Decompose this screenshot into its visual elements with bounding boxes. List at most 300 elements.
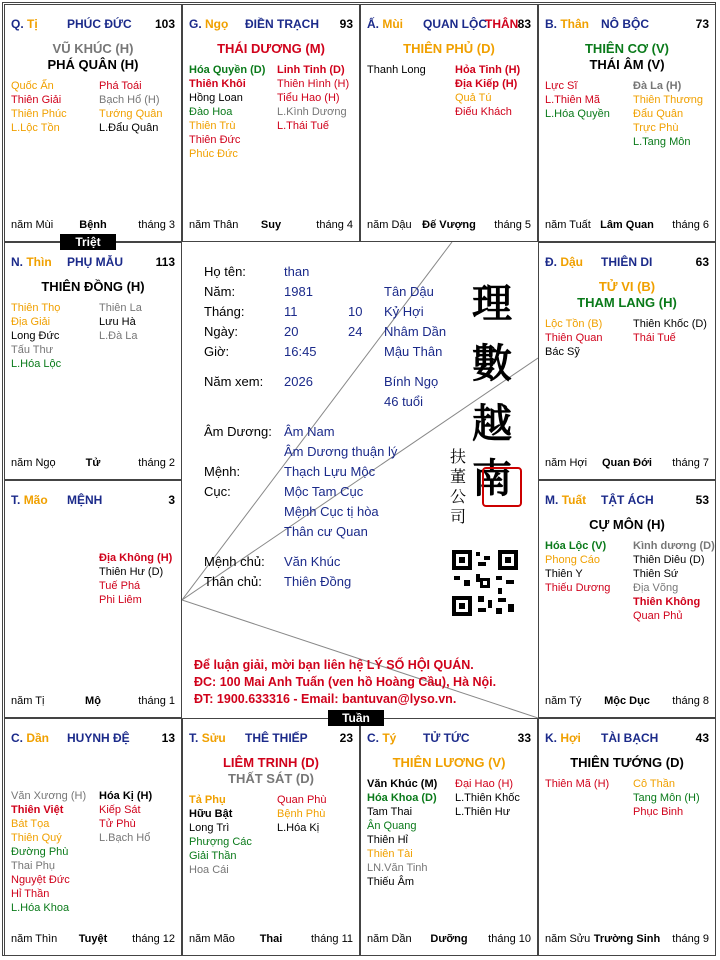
menh-chu-label: Mệnh chủ: — [204, 554, 265, 569]
minor-star: Giải Thần — [189, 850, 237, 862]
footer-year: năm Tý — [545, 695, 582, 707]
minor-star: Thiên Thương — [633, 94, 704, 106]
palace-chi: Thân — [560, 17, 590, 31]
palace-header — [11, 731, 175, 745]
footer-stage: Tuyệt — [78, 933, 108, 945]
palace-ngo[interactable] — [182, 4, 360, 242]
minor-star: Thiên Tài — [367, 848, 413, 860]
minor-star: Hoa Cái — [189, 864, 229, 876]
minor-star: Thiên La — [99, 302, 142, 314]
minor-stars-left — [189, 793, 252, 877]
palace-header — [545, 255, 709, 269]
minor-star: Thai Phụ — [11, 860, 56, 872]
triet-tag: Triệt — [60, 234, 116, 250]
palace-name: QUAN LỘC — [423, 17, 487, 31]
minor-star: Thiên Sứ — [633, 568, 679, 580]
major-star: PHÁ QUÂN (H) — [47, 57, 139, 72]
tuoi: 46 tuổi — [384, 394, 424, 409]
minor-star: Quan Phủ — [633, 610, 683, 622]
nam-xem-label: Năm xem: — [204, 374, 264, 389]
footer-year: năm Dậu — [367, 219, 412, 231]
palace-header — [11, 255, 175, 269]
palace-chi: Hợi — [560, 731, 581, 745]
contact-line-1: Để luận giải, mời bạn liên hệ LÝ SỐ HỘI QUÁN. — [194, 658, 474, 672]
major-star: VŨ KHÚC (H) — [52, 41, 134, 56]
thang-can: Kỷ Hợi — [384, 304, 424, 319]
minor-star: L.Hóa Khoa — [11, 902, 70, 914]
minor-star: Tam Thai — [367, 806, 413, 818]
thang-am: 10 — [348, 304, 363, 319]
ngay-can: Nhâm Dần — [384, 324, 447, 339]
minor-star: L.Tang Môn — [633, 136, 691, 148]
palace-age-number: 93 — [339, 17, 353, 31]
calligraphy-char-3: 越 — [472, 400, 512, 447]
minor-star: Phá Toái — [99, 80, 142, 92]
minor-star: Tuế Phá — [99, 580, 141, 592]
minor-stars-right — [99, 301, 142, 343]
minor-star: Bạch Hổ (H) — [99, 94, 160, 106]
minor-stars-left — [545, 777, 609, 791]
footer-stage: Thai — [259, 933, 283, 945]
cuc-label: Cục: — [204, 484, 231, 499]
calligraphy-small-3: 公 — [450, 487, 467, 506]
footer-month: tháng 3 — [138, 219, 175, 231]
minor-star: Thiên Đức — [189, 134, 241, 146]
palace-chi: Dậu — [560, 255, 584, 269]
palace-footer — [545, 219, 709, 233]
major-star: LIÊM TRINH (D) — [222, 755, 320, 770]
minor-star: L.Hóa Lộc — [11, 358, 62, 370]
menh: Thạch Lựu Mộc — [284, 464, 376, 479]
footer-year: năm Sửu — [545, 933, 591, 945]
minor-star: Bát Tọa — [11, 818, 50, 830]
minor-star: Thiên Khốc (D) — [633, 318, 707, 330]
minor-star: Địa Võng — [633, 582, 679, 594]
minor-star: Đường Phù — [11, 846, 69, 858]
than-cu: Thân cư Quan — [284, 524, 368, 539]
palace-header — [367, 731, 531, 745]
minor-star: Nguyệt Đức — [11, 874, 70, 886]
major-star: THIÊN CƠ (V) — [584, 41, 670, 56]
minor-star: Địa Giải — [11, 316, 51, 328]
footer-month: tháng 2 — [138, 457, 175, 469]
footer-month: tháng 12 — [132, 933, 175, 945]
minor-star: Hóa Quyền (D) — [189, 64, 266, 76]
cuc: Mộc Tam Cục — [284, 484, 364, 499]
palace-can: M. — [545, 493, 559, 507]
minor-star: Đại Hao (H) — [455, 778, 514, 790]
footer-year: năm Thân — [189, 219, 239, 231]
minor-star: Tang Môn (H) — [633, 792, 700, 804]
minor-stars-right — [455, 777, 520, 819]
palace-header — [189, 17, 353, 31]
minor-star: Long Đức — [11, 330, 60, 342]
seal-stamp — [482, 467, 522, 507]
major-star: THIÊN ĐỒNG (H) — [41, 279, 145, 294]
palace-tuat[interactable] — [538, 480, 716, 718]
minor-star: L.Thiên Mã — [545, 94, 601, 106]
minor-star: Thiếu Dương — [545, 582, 611, 594]
palace-name: PHỤ MẪU — [67, 255, 123, 269]
minor-star: Tiểu Hao (H) — [277, 92, 340, 104]
footer-year: năm Mùi — [11, 219, 54, 231]
tuan-tag: Tuần — [328, 710, 384, 726]
minor-stars-left — [367, 777, 437, 889]
minor-star: L.Hóa Kị — [277, 822, 320, 834]
minor-star: Long Trì — [189, 822, 230, 834]
major-star: THÁI ÂM (V) — [589, 57, 665, 72]
calligraphy-char-2: 數 — [472, 340, 512, 387]
footer-stage: Mộ — [85, 695, 101, 707]
minor-stars-right — [277, 793, 327, 835]
minor-star: L.Lộc Tồn — [11, 122, 60, 134]
minor-star: L.Kình Dương — [277, 106, 347, 118]
minor-star: Thiên Thọ — [11, 302, 61, 314]
palace-than[interactable] — [538, 4, 716, 242]
palace-can: Đ. — [545, 255, 557, 269]
palace-footer — [11, 933, 175, 947]
minor-stars-left — [11, 79, 67, 135]
palace-footer — [545, 933, 709, 947]
minor-star: Thiên Y — [545, 568, 583, 580]
palace-footer — [545, 695, 709, 709]
minor-star: Hồng Loan — [189, 92, 243, 104]
palace-can: Q. — [11, 17, 24, 31]
than-marker: THÂN — [485, 17, 519, 31]
thang-label: Tháng: — [204, 304, 245, 319]
palace-header — [545, 17, 709, 31]
minor-star: Thiên Việt — [11, 804, 64, 816]
minor-star: Cô Thần — [633, 778, 675, 790]
minor-stars-left — [11, 301, 61, 371]
palace-header — [189, 731, 353, 745]
palace-age-number: 33 — [517, 731, 531, 745]
minor-stars-left — [545, 79, 610, 121]
minor-stars-right — [99, 789, 152, 845]
major-star: THẤT SÁT (D) — [228, 771, 314, 786]
palace-mao[interactable] — [4, 480, 182, 718]
palace-age-number: 73 — [695, 17, 709, 31]
minor-star: Quốc Ấn — [11, 80, 54, 92]
menh-chu: Văn Khúc — [284, 554, 341, 569]
minor-star: Linh Tinh (D) — [277, 64, 345, 76]
palace-name: THÊ THIẾP — [245, 731, 308, 745]
palace-age-number: 113 — [155, 255, 175, 269]
minor-stars-right — [99, 79, 163, 135]
minor-star: Quan Phù — [277, 794, 327, 806]
palace-chi: Tuất — [561, 493, 587, 507]
minor-stars-right — [633, 317, 707, 345]
minor-star: Thiên Trù — [189, 120, 236, 132]
minor-star: Thiên Quan — [545, 332, 603, 344]
minor-star: Thiên Không — [633, 596, 701, 608]
palace-chi: Dần — [26, 731, 50, 745]
palace-header — [11, 17, 175, 31]
minor-star: L.Thiên Hư — [455, 806, 511, 818]
palace-hoi[interactable] — [538, 718, 716, 956]
palace-footer — [367, 219, 531, 233]
minor-stars-right — [99, 551, 172, 607]
major-star: THAM LANG (H) — [577, 295, 677, 310]
minor-star: Hỏa Tinh (H) — [455, 64, 521, 76]
footer-stage: Suy — [260, 219, 282, 231]
footer-year: năm Hợi — [545, 457, 588, 469]
palace-ty[interactable] — [360, 718, 538, 956]
palace-name: PHÚC ĐỨC — [67, 17, 132, 31]
minor-star: Thiên Diêu (D) — [633, 554, 705, 566]
palace-header — [545, 731, 709, 745]
palace-footer — [189, 219, 353, 233]
palace-age-number: 83 — [517, 17, 531, 31]
footer-month: tháng 1 — [138, 695, 175, 707]
minor-stars-left — [545, 317, 602, 359]
minor-star: Lộc Tồn (B) — [545, 318, 603, 330]
minor-star: LN.Văn Tinh — [367, 862, 428, 874]
major-star: CỰ MÔN (H) — [589, 517, 665, 532]
footer-month: tháng 10 — [488, 933, 531, 945]
palace-age-number: 3 — [168, 493, 175, 507]
palace-can: C. — [11, 731, 23, 745]
minor-star: Địa Không (H) — [99, 552, 173, 564]
minor-star: Bệnh Phù — [277, 808, 326, 820]
minor-star: Bác Sỹ — [545, 346, 580, 358]
palace-name: THIÊN DI — [601, 255, 653, 269]
am-duong: Âm Nam — [284, 424, 335, 439]
minor-stars-left — [11, 789, 86, 915]
minor-star: Lưu Hà — [99, 316, 136, 328]
am-duong-ly: Âm Dương thuận lý — [284, 444, 398, 459]
minor-stars-left — [545, 539, 610, 595]
thang: 11 — [284, 304, 298, 319]
minor-stars-left — [189, 63, 265, 161]
major-star: THIÊN LƯƠNG (V) — [392, 755, 506, 770]
minor-star: Trực Phù — [633, 122, 679, 134]
ngay-am: 24 — [348, 324, 363, 339]
major-star: TỬ VI (B) — [598, 279, 656, 294]
nam-can: Tân Dậu — [384, 284, 434, 299]
minor-star: L.Đà La — [99, 330, 138, 342]
footer-year: năm Ngọ — [11, 457, 56, 469]
palace-name: ĐIỀN TRẠCH — [245, 17, 319, 31]
minor-stars-right — [455, 63, 520, 119]
minor-star: Địa Kiếp (H) — [455, 78, 518, 90]
footer-stage: Tử — [85, 457, 101, 469]
minor-star: L.Thái Tuế — [277, 120, 329, 132]
palace-footer — [545, 457, 709, 471]
major-star: THIÊN PHỦ (D) — [403, 41, 495, 56]
minor-star: Hóa Lộc (V) — [545, 540, 607, 552]
footer-stage: Bệnh — [79, 219, 107, 231]
minor-star: Thiên Mã (H) — [545, 778, 610, 790]
footer-stage: Mộc Dục — [604, 695, 650, 707]
gio-can: Mậu Thân — [384, 344, 443, 359]
palace-dan[interactable] — [4, 718, 182, 956]
minor-stars-right — [633, 777, 700, 819]
palace-name: TẬT ÁCH — [601, 493, 654, 507]
palace-footer — [367, 933, 531, 947]
footer-month: tháng 6 — [672, 219, 709, 231]
palace-mui[interactable] — [360, 4, 538, 242]
than-chu: Thiên Đồng — [284, 574, 352, 589]
minor-star: Thiên Hư (D) — [99, 566, 164, 578]
minor-star: Văn Khúc (M) — [367, 778, 438, 790]
footer-month: tháng 8 — [672, 695, 709, 707]
minor-star: Tấu Thư — [11, 344, 54, 356]
minor-star: Hóa Kị (H) — [99, 790, 153, 802]
palace-chi: Tị — [27, 17, 38, 31]
palace-suu[interactable] — [182, 718, 360, 956]
palace-can: B. — [545, 17, 557, 31]
nam-xem-can: Bính Ngọ — [384, 374, 439, 389]
palace-age-number: 43 — [695, 731, 709, 745]
palace-chi: Ngọ — [205, 17, 229, 31]
minor-star: Phúc Đức — [189, 148, 238, 160]
palace-chi: Mão — [23, 493, 48, 507]
palace-name: HUYNH ĐỆ — [67, 731, 130, 745]
ngay-label: Ngày: — [204, 324, 238, 339]
ngay: 20 — [284, 324, 299, 339]
palace-thin[interactable] — [4, 242, 182, 480]
minor-stars-right — [633, 539, 715, 623]
palace-header — [545, 493, 709, 507]
ho-ten-label: Họ tên: — [204, 264, 246, 279]
minor-star: Tả Phụ — [189, 794, 226, 806]
palace-footer — [189, 933, 353, 947]
calligraphy-char-4: 南 — [472, 455, 512, 502]
minor-stars-right — [277, 63, 349, 133]
minor-star: Thiên Quý — [11, 832, 62, 844]
footer-stage: Lâm Quan — [600, 219, 654, 231]
footer-month: tháng 9 — [672, 933, 709, 945]
ho-ten: than — [284, 264, 310, 279]
footer-month: tháng 7 — [672, 457, 709, 469]
gio-label: Giờ: — [204, 344, 230, 359]
palace-age-number: 103 — [154, 17, 175, 31]
footer-stage: Dưỡng — [430, 933, 468, 945]
palace-header — [11, 493, 175, 507]
nam-label: Năm: — [204, 284, 236, 299]
calligraphy-small-2: 董 — [450, 467, 467, 486]
footer-month: tháng 5 — [494, 219, 531, 231]
minor-stars-right — [633, 79, 703, 149]
minor-star: Phục Binh — [633, 806, 684, 818]
palace-ti[interactable] — [4, 4, 182, 242]
than-chu-label: Thân chủ: — [204, 574, 262, 589]
minor-star: Kiếp Sát — [99, 804, 141, 816]
footer-stage: Quan Đới — [602, 457, 652, 469]
calligraphy-small-1: 扶 — [450, 447, 467, 466]
minor-stars-left — [367, 63, 426, 77]
minor-star: Điếu Khách — [455, 106, 512, 118]
contact-phone-email[interactable]: ĐT: 1900.633316 - Email: bantuvan@lyso.vn. — [194, 692, 457, 706]
minor-star: Hỉ Thần — [11, 888, 50, 900]
minor-star: Thiên Hỉ — [367, 834, 408, 846]
center-info — [182, 242, 538, 718]
footer-year: năm Tuất — [545, 219, 591, 231]
minor-star: Phượng Các — [189, 836, 252, 848]
minor-star: L.Thiên Khốc — [455, 792, 520, 804]
palace-dau[interactable] — [538, 242, 716, 480]
palace-can: T. — [11, 493, 21, 507]
palace-name: TÀI BẠCH — [601, 731, 659, 745]
palace-name: MỆNH — [67, 493, 103, 507]
footer-year: năm Tị — [11, 695, 45, 707]
footer-month: tháng 4 — [316, 219, 353, 231]
minor-star: Lực Sĩ — [545, 80, 578, 92]
am-duong-label: Âm Dương: — [204, 424, 272, 439]
palace-can: C. — [367, 731, 379, 745]
footer-year: năm Thìn — [11, 933, 58, 945]
palace-chi: Tý — [382, 731, 397, 745]
palace-can: N. — [11, 255, 23, 269]
footer-year: năm Dần — [367, 933, 412, 945]
footer-stage: Trường Sinh — [593, 933, 661, 945]
minor-star: Quả Tú — [455, 92, 492, 104]
minor-star: L.Hóa Quyền — [545, 108, 610, 120]
minor-star: Thiếu Âm — [367, 876, 415, 888]
palace-name: NÔ BỘC — [601, 17, 649, 31]
minor-star: Văn Xương (H) — [11, 790, 87, 802]
minor-star: Thiên Giải — [11, 94, 62, 106]
footer-year: năm Mão — [189, 933, 235, 945]
minor-star: L.Đẩu Quân — [99, 122, 159, 134]
palace-age-number: 13 — [161, 731, 175, 745]
palace-can: G. — [189, 17, 202, 31]
minor-star: L.Bạch Hổ — [99, 832, 151, 844]
calligraphy-small-4: 司 — [450, 507, 467, 526]
calligraphy-char-1: 理 — [472, 280, 512, 327]
footer-stage: Đế Vượng — [422, 219, 476, 231]
minor-star: Ân Quang — [367, 820, 417, 832]
major-star: THÁI DƯƠNG (M) — [217, 41, 325, 56]
major-star: THIÊN TƯỚNG (D) — [570, 755, 684, 770]
palace-chi: Thìn — [26, 255, 52, 269]
minor-star: Thanh Long — [367, 64, 426, 76]
palace-can: T. — [189, 731, 199, 745]
qr-code-icon[interactable] — [450, 548, 520, 618]
minor-star: Phi Liêm — [99, 594, 142, 606]
palace-age-number: 23 — [339, 731, 353, 745]
palace-header — [367, 17, 531, 31]
minor-star: Đẩu Quân — [633, 108, 684, 120]
footer-month: tháng 11 — [310, 933, 353, 945]
minor-star: Phong Cáo — [545, 554, 601, 566]
minor-star: Tướng Quân — [99, 108, 163, 120]
palace-age-number: 63 — [695, 255, 709, 269]
minor-star: Kình dương (D) — [633, 540, 715, 552]
minor-star: Đà La (H) — [633, 80, 682, 92]
minor-star: Thiên Phúc — [11, 108, 67, 120]
palace-can: K. — [545, 731, 557, 745]
palace-footer — [11, 457, 175, 471]
palace-footer — [11, 219, 175, 233]
palace-can: Ấ. — [367, 17, 379, 31]
palace-chi: Mùi — [382, 17, 404, 31]
nam-xem: 2026 — [284, 374, 313, 389]
palace-name: TỬ TỨC — [423, 731, 470, 745]
nam: 1981 — [284, 284, 313, 299]
contact-address: ĐC: 100 Mai Anh Tuấn (ven hồ Hoàng Cầu), Hà Nội. — [194, 675, 497, 689]
palace-footer — [11, 695, 175, 709]
minor-star: Đào Hoa — [189, 106, 233, 118]
minor-star: Thái Tuế — [633, 332, 676, 344]
palace-age-number: 53 — [695, 493, 709, 507]
palace-chi: Sửu — [201, 731, 226, 745]
minor-star: Tử Phù — [99, 818, 136, 830]
cuc-tuong-quan: Mệnh Cục tị hòa — [284, 504, 379, 519]
minor-star: Thiên Khôi — [189, 78, 246, 90]
minor-star: Thiên Hình (H) — [277, 78, 350, 90]
